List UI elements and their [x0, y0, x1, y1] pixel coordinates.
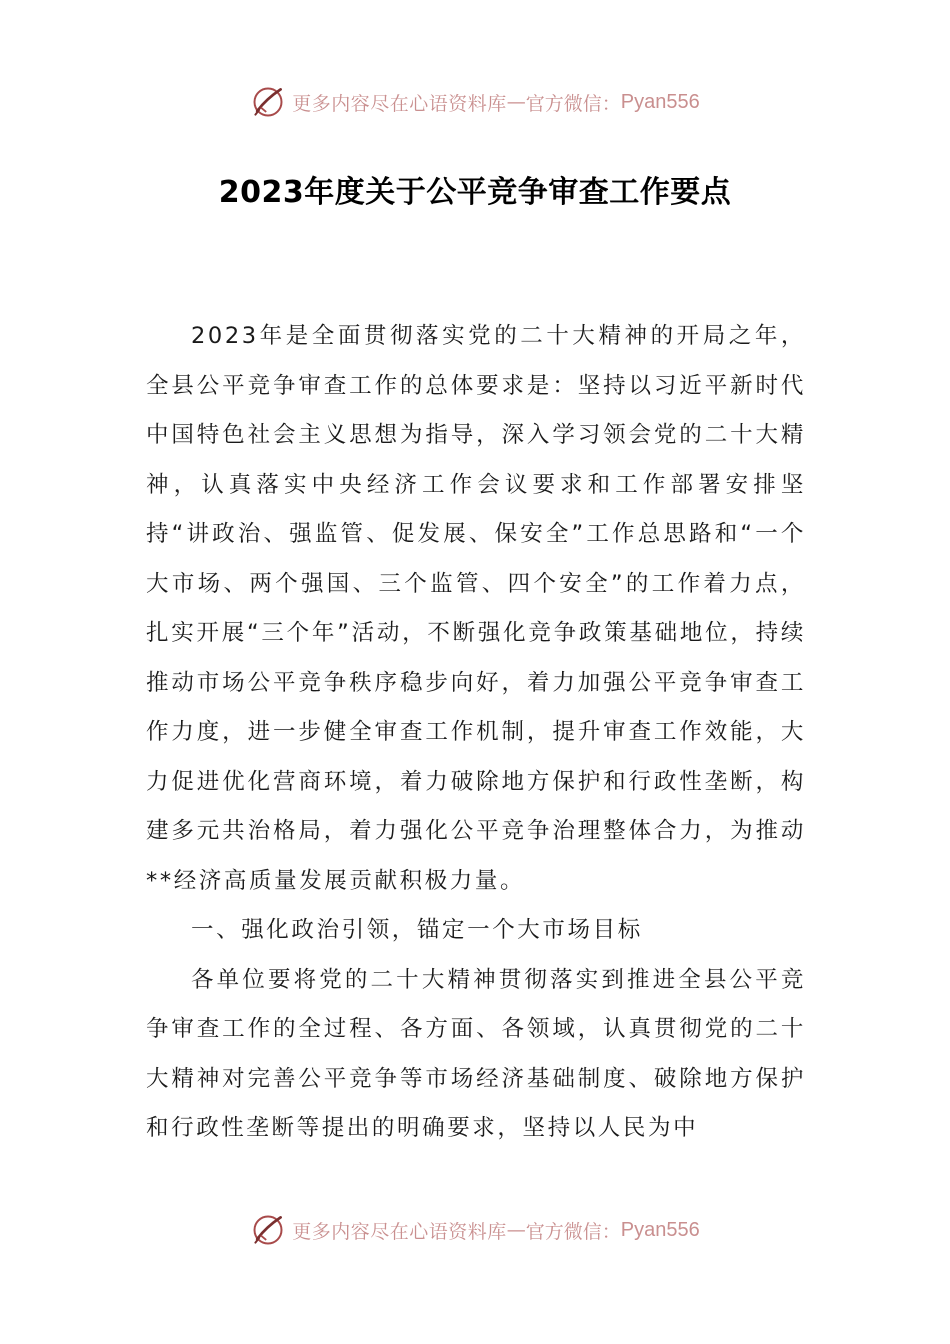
document-title: 2023年度关于公平竞争审查工作要点 [218, 175, 732, 210]
header-watermark [0, 82, 950, 122]
pen-logo-icon [250, 84, 286, 120]
watermark-text: 更多内容尽在心语资料库 [292, 92, 507, 115]
watermark-contact-id: Pyan556 [620, 1218, 700, 1241]
watermark-contact-id: Pyan556 [620, 90, 700, 113]
footer-watermark [0, 1210, 950, 1250]
paragraph-intro: 2023年是全面贯彻落实党的二十大精神的开局之年，全县公平竞争审查工作的总体要求是：坚持以习近平新时代中国特色社会主义思想为指导，深入学习领会党的二十大精神，认真落实中央经济工作会议要求和工作部署安排坚持“讲政治、强监管、促发展、保安全”工作总思路和“一个大市场、两个强国、三个监管、四个安全”的工作着力点，扎实开展“三个年”活动，不断强化竞争政策基础地位，持续推动市场公平竞争秩序稳步向好，着力加强公平竞争审查工作力度，进一步健全审查工作机制，提升审查工作效能，大力促进优化营商环境，着力破除地方保护和行政性垄断，构建多元共治格局，着力强化公平竞争治理整体合力，为推动**经济高质量发展贡献积极力量。 [146, 323, 806, 894]
paragraph-section-1: 各单位要将党的二十大精神贯彻落实到推进全县公平竞争审查工作的全过程、各方面、各领域，认真贯彻党的二十大精神对完善公平竞争等市场经济基础制度、破除地方保护和行政性垄断等提出的明确要求，坚持以人民为中 [146, 966, 806, 1141]
watermark-separator: — [506, 1219, 526, 1241]
document-body [146, 312, 806, 1154]
watermark-contact-label: 官方微信： [525, 1220, 621, 1243]
section-heading-1: 一、强化政治引领，锚定一个大市场目标 [191, 917, 643, 943]
watermark-contact-label: 官方微信： [525, 92, 621, 115]
pen-logo-icon [250, 1212, 286, 1248]
watermark-text: 更多内容尽在心语资料库 [292, 1220, 507, 1243]
watermark-separator: — [506, 91, 526, 113]
